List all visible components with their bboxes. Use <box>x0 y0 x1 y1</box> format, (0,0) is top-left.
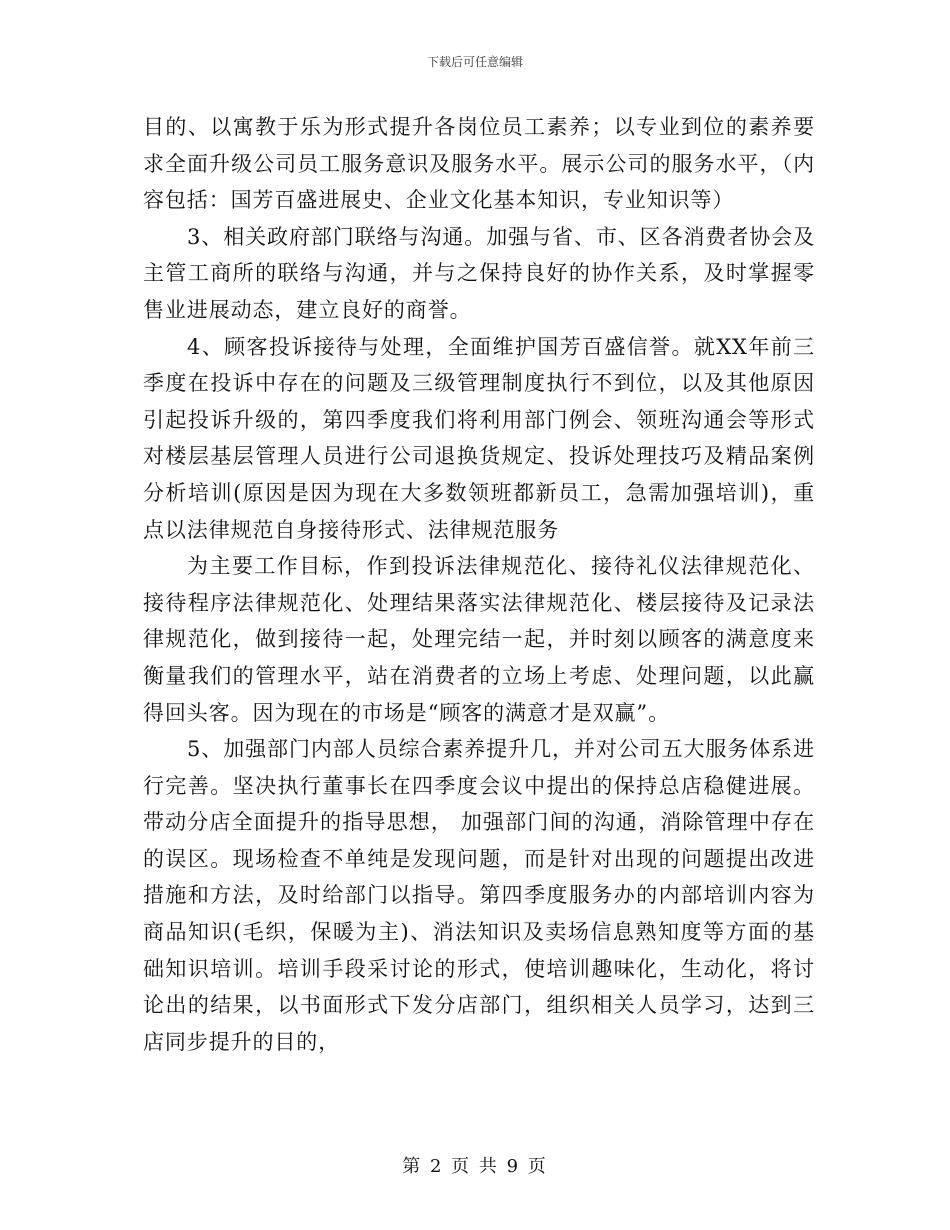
document-body <box>143 109 815 1060</box>
paragraph-2: 3、相关政府部门联络与沟通。加强与省、市、区各消费者协会及主管工商所的联络与沟通，并与之保持良好的协作关系，及时掌握零售业进展动态，建立良好的商誉。 <box>143 224 815 322</box>
page-number-footer: 第 2 页 共 9 页 <box>402 1156 548 1177</box>
page-header: 下载后可任意编辑 <box>426 55 523 69</box>
paragraph-5: 5、加强部门内部人员综合素养提升几，并对公司五大服务体系进行完善。坚决执行董事长在四季度会议中提出的保持总店稳健进展。带动分店全面提升的指导思想， 加强部门间的沟通，消除管理中存在的误区。现场检查不单纯是发现问题，而是针对出现的问题提出改进措施和方法，及时给部门以指导。第四季度服务办的内部培训内容为商品知识(毛织，保暖为主)、消法知识及卖场信息熟知度等方面的基础知识培训。培训手段采讨论的形式，使培训趣味化，生动化，将讨论出的结果，以书面形式下发分店部门，组织相关人员学习，达到三店同步提升的目的， <box>143 737 815 1054</box>
paragraph-1: 目的、以寓教于乐为形式提升各岗位员工素养；以专业到位的素养要求全面升级公司员工服务意识及服务水平。展示公司的服务水平，（内容包括：国芳百盛进展史、企业文化基本知识，专业知识等） <box>143 115 815 213</box>
paragraph-3: 4、顾客投诉接待与处理，全面维护国芳百盛信誉。就XX年前三季度在投诉中存在的问题及三级管理制度执行不到位，以及其他原因引起投诉升级的，第四季度我们将利用部门例会、领班沟通会等形式对楼层基层管理人员进行公司退换货规定、投诉处理技巧及精品案例分析培训(原因是因为现在大多数领班都新员工，急需加强培训)，重点以法律规范自身接待形式、法律规范服务 <box>143 334 815 542</box>
paragraph-4: 为主要工作目标，作到投诉法律规范化、接待礼仪法律规范化、接待程序法律规范化、处理结果落实法律规范化、楼层接待及记录法律规范化，做到接待一起，处理完结一起，并时刻以顾客的满意度来衡量我们的管理水平，站在消费者的立场上考虑、处理问题，以此赢得回头客。因为现在的市场是“顾客的满意才是双赢”。 <box>143 554 815 725</box>
